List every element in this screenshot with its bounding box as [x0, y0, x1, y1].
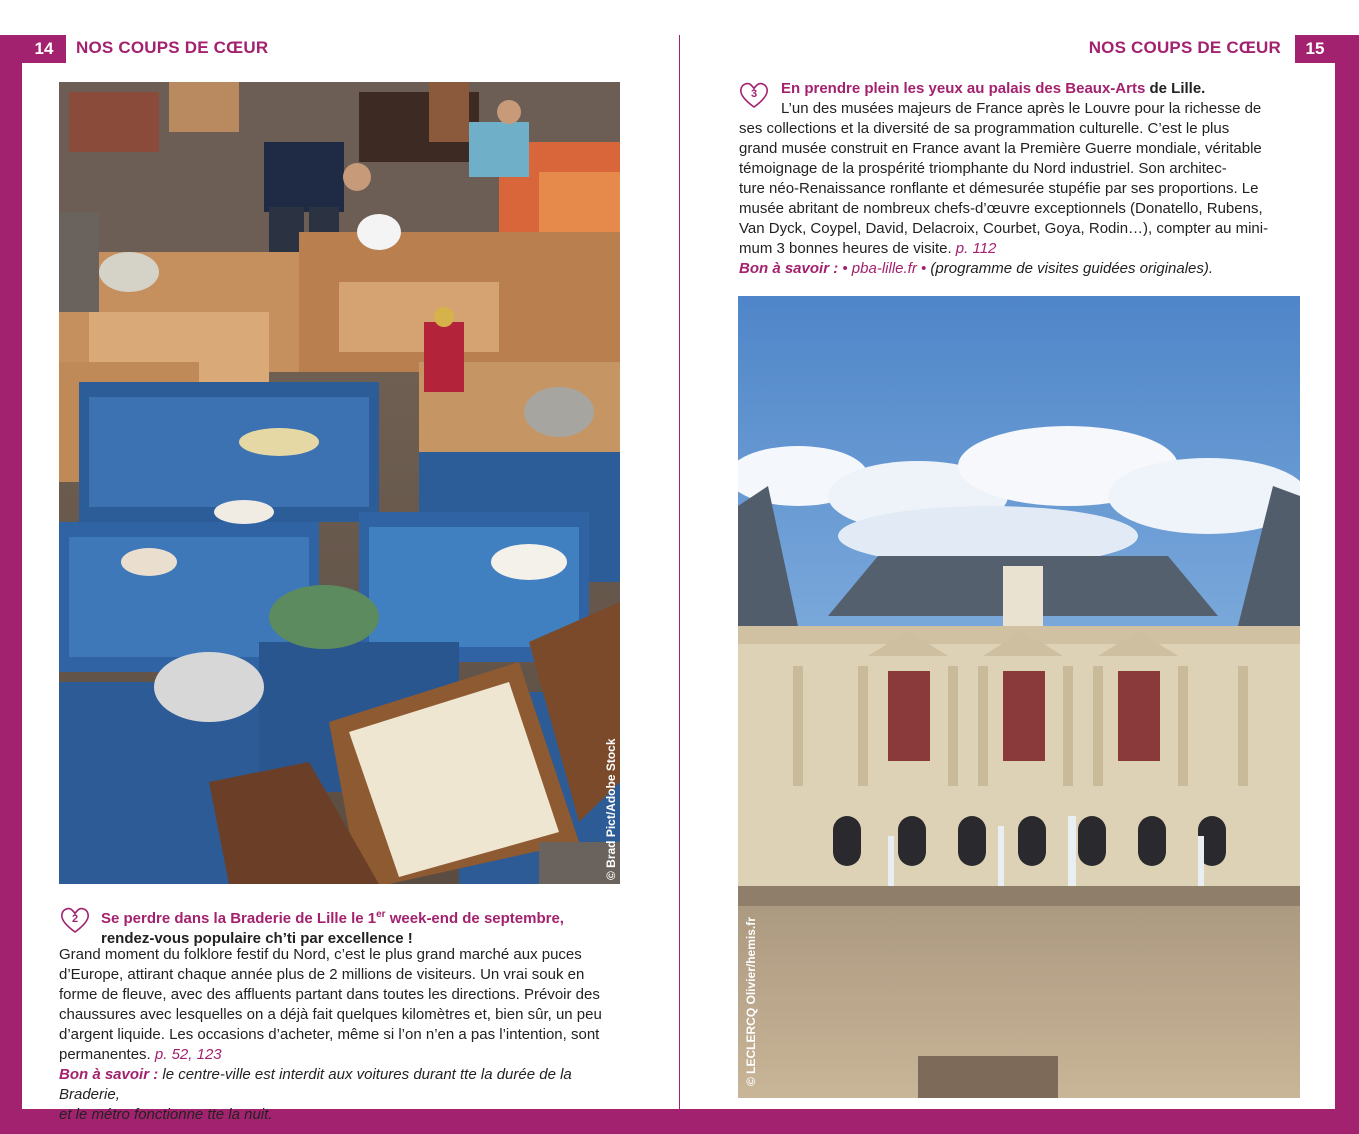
- body-line: L’un des musées majeurs de France après le Louvre pour la richesse de: [781, 100, 1262, 117]
- bullet: •: [916, 260, 931, 277]
- page-ref-link[interactable]: p. 52, 123: [154, 1046, 222, 1063]
- item-number: 3: [750, 88, 758, 100]
- body-line: Grand moment du folklore festif du Nord, c’est le plus grand marché aux puces: [59, 946, 582, 963]
- body-line: musée abritant de nombreux chefs-d’œuvre exceptionnels (Donatello, Rubens,: [739, 200, 1263, 217]
- beaux-arts-body: [739, 99, 1301, 279]
- title-part1: Se perdre dans la Braderie de Lille le 1: [101, 910, 377, 927]
- page-ref-link[interactable]: p. 112: [955, 240, 997, 257]
- top-margin: [0, 0, 1359, 35]
- beaux-arts-title: [781, 79, 1301, 99]
- body-last: mum 3 bonnes heures de visite.: [739, 240, 952, 257]
- title-line2: rendez-vous populaire ch’ti par excellence !: [101, 930, 413, 947]
- body-line: forme de fleuve, avec des affluents partant dans toutes les directions. Prévoir des: [59, 986, 600, 1003]
- bon-a-savoir-text: le centre-ville est interdit aux voitures durant tte la durée de la Braderie,: [59, 1066, 572, 1103]
- heart-number-icon: [60, 906, 90, 934]
- left-page-number: 14: [22, 35, 66, 63]
- bullet: •: [838, 260, 852, 277]
- palais-beaux-arts-photo: [738, 296, 1300, 1098]
- title-accent: En prendre plein les yeux au palais des Beaux-Arts: [781, 80, 1146, 97]
- body-last: permanentes.: [59, 1046, 151, 1063]
- website-link[interactable]: pba-lille.fr: [851, 260, 917, 277]
- bon-a-savoir-text: (programme de visites guidées originales).: [930, 260, 1214, 277]
- bon-a-savoir-label: Bon à savoir :: [739, 260, 839, 277]
- body-line: d’Europe, attirant chaque année plus de 2 millions de visiteurs. Un vrai souk en: [59, 966, 585, 983]
- title-dark: de Lille.: [1145, 80, 1206, 97]
- right-running-head: NOS COUPS DE CŒUR: [1088, 38, 1281, 57]
- body-line: d’argent liquide. Les occasions d’acheter, même si l’on n’en a pas l’intention, sont: [59, 1026, 600, 1043]
- braderie-photo: [59, 82, 620, 884]
- braderie-body: [59, 945, 623, 1125]
- body-line: ses collections et la diversité de sa programmation culturelle. C’est le plus: [739, 120, 1230, 137]
- body-line: grand musée construit en France avant la Première Guerre mondiale, véritable: [739, 140, 1262, 157]
- body-line: Van Dyck, Coypel, David, Delacroix, Courbet, Goya, Rodin…), compter au mini-: [739, 220, 1269, 237]
- body-line: témoignage de la prospérité triomphante du Nord industriel. Son architec-: [739, 160, 1227, 177]
- braderie-title: [101, 905, 621, 949]
- right-page-number: 15: [1295, 35, 1335, 63]
- beaux-arts-photo-credit: © LECLERCQ Olivier/hemis.fr: [744, 917, 758, 1086]
- item-number: 2: [71, 913, 79, 925]
- bon-a-savoir-label: Bon à savoir :: [59, 1066, 159, 1083]
- body-line: ture néo-Renaissance ronflante et démesurée stupéfie par ses proportions. Le: [739, 180, 1259, 197]
- left-running-head: NOS COUPS DE CŒUR: [76, 38, 269, 57]
- title-superscript: er: [376, 909, 386, 920]
- body-line: chaussures avec lesquelles on a déjà fait quelques kilomètres et, bien sûr, un peu: [59, 1006, 602, 1023]
- title-part2: week-end de septembre,: [385, 910, 564, 927]
- bon-a-savoir-text2: et le métro fonctionne tte la nuit.: [59, 1106, 273, 1123]
- braderie-photo-credit: © Brad Pict/Adobe Stock: [604, 738, 618, 880]
